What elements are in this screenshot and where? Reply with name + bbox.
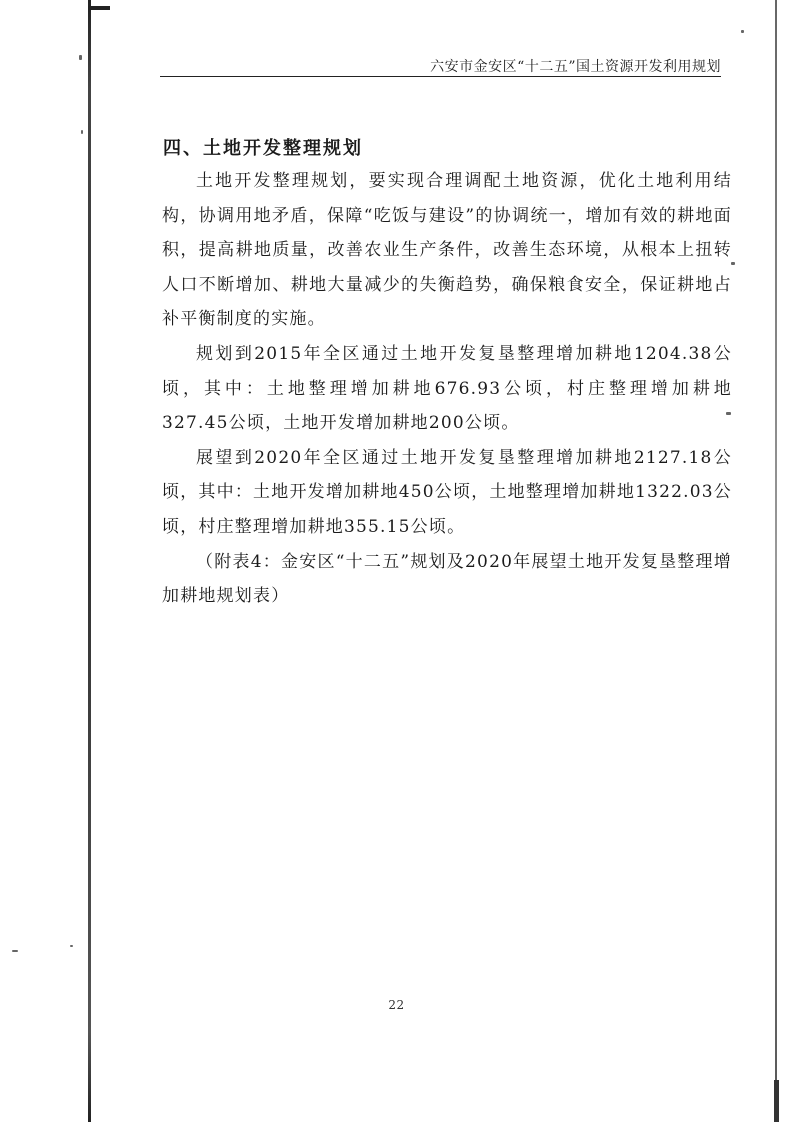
scan-speck <box>81 130 83 134</box>
section-heading: 四、土地开发整理规划 <box>163 138 363 159</box>
running-header-title: 六安市金安区“十二五”国土资源开发利用规划 <box>430 59 721 75</box>
body-text <box>162 164 732 614</box>
scan-binding-edge-left <box>88 0 91 1122</box>
scan-binding-edge-right <box>775 0 777 1122</box>
paragraph-2020-outlook: 展望到2020年全区通过土地开发复垦整理增加耕地2127.18公顷，其中：土地开发增加耕地450公顷，土地整理增加耕地1322.03公顷，村庄整理增加耕地355.15公顷。 <box>162 447 732 537</box>
scan-binding-mark-bottom <box>774 1080 779 1122</box>
scan-speck <box>741 30 744 33</box>
page-number: 22 <box>388 998 405 1012</box>
scan-binding-mark <box>88 6 110 10</box>
scan-speck <box>70 945 73 947</box>
paragraph-2015-plan: 规划到2015年全区通过土地开发复垦整理增加耕地1204.38公顷，其中：土地整理增加耕地676.93公顷，村庄整理增加耕地327.45公顷，土地开发增加耕地200公顷。 <box>162 343 732 434</box>
paragraph-overview: 土地开发整理规划，要实现合理调配土地资源，优化土地利用结构，协调用地矛盾，保障“吃饭与建设”的协调统一，增加有效的耕地面积，提高耕地质量，改善农业生产条件，改善生态环境，从根本上扭转人口不断增加、耕地大量减少的失衡趋势，确保粮食安全，保证耕地占补平衡制度的实施。 <box>162 171 732 330</box>
paragraph-appendix-note: （附表4：金安区“十二五”规划及2020年展望土地开发复垦整理增加耕地规划表） <box>162 551 732 607</box>
scan-speck <box>79 55 82 60</box>
header-rule <box>160 76 721 77</box>
scan-speck <box>12 950 18 952</box>
